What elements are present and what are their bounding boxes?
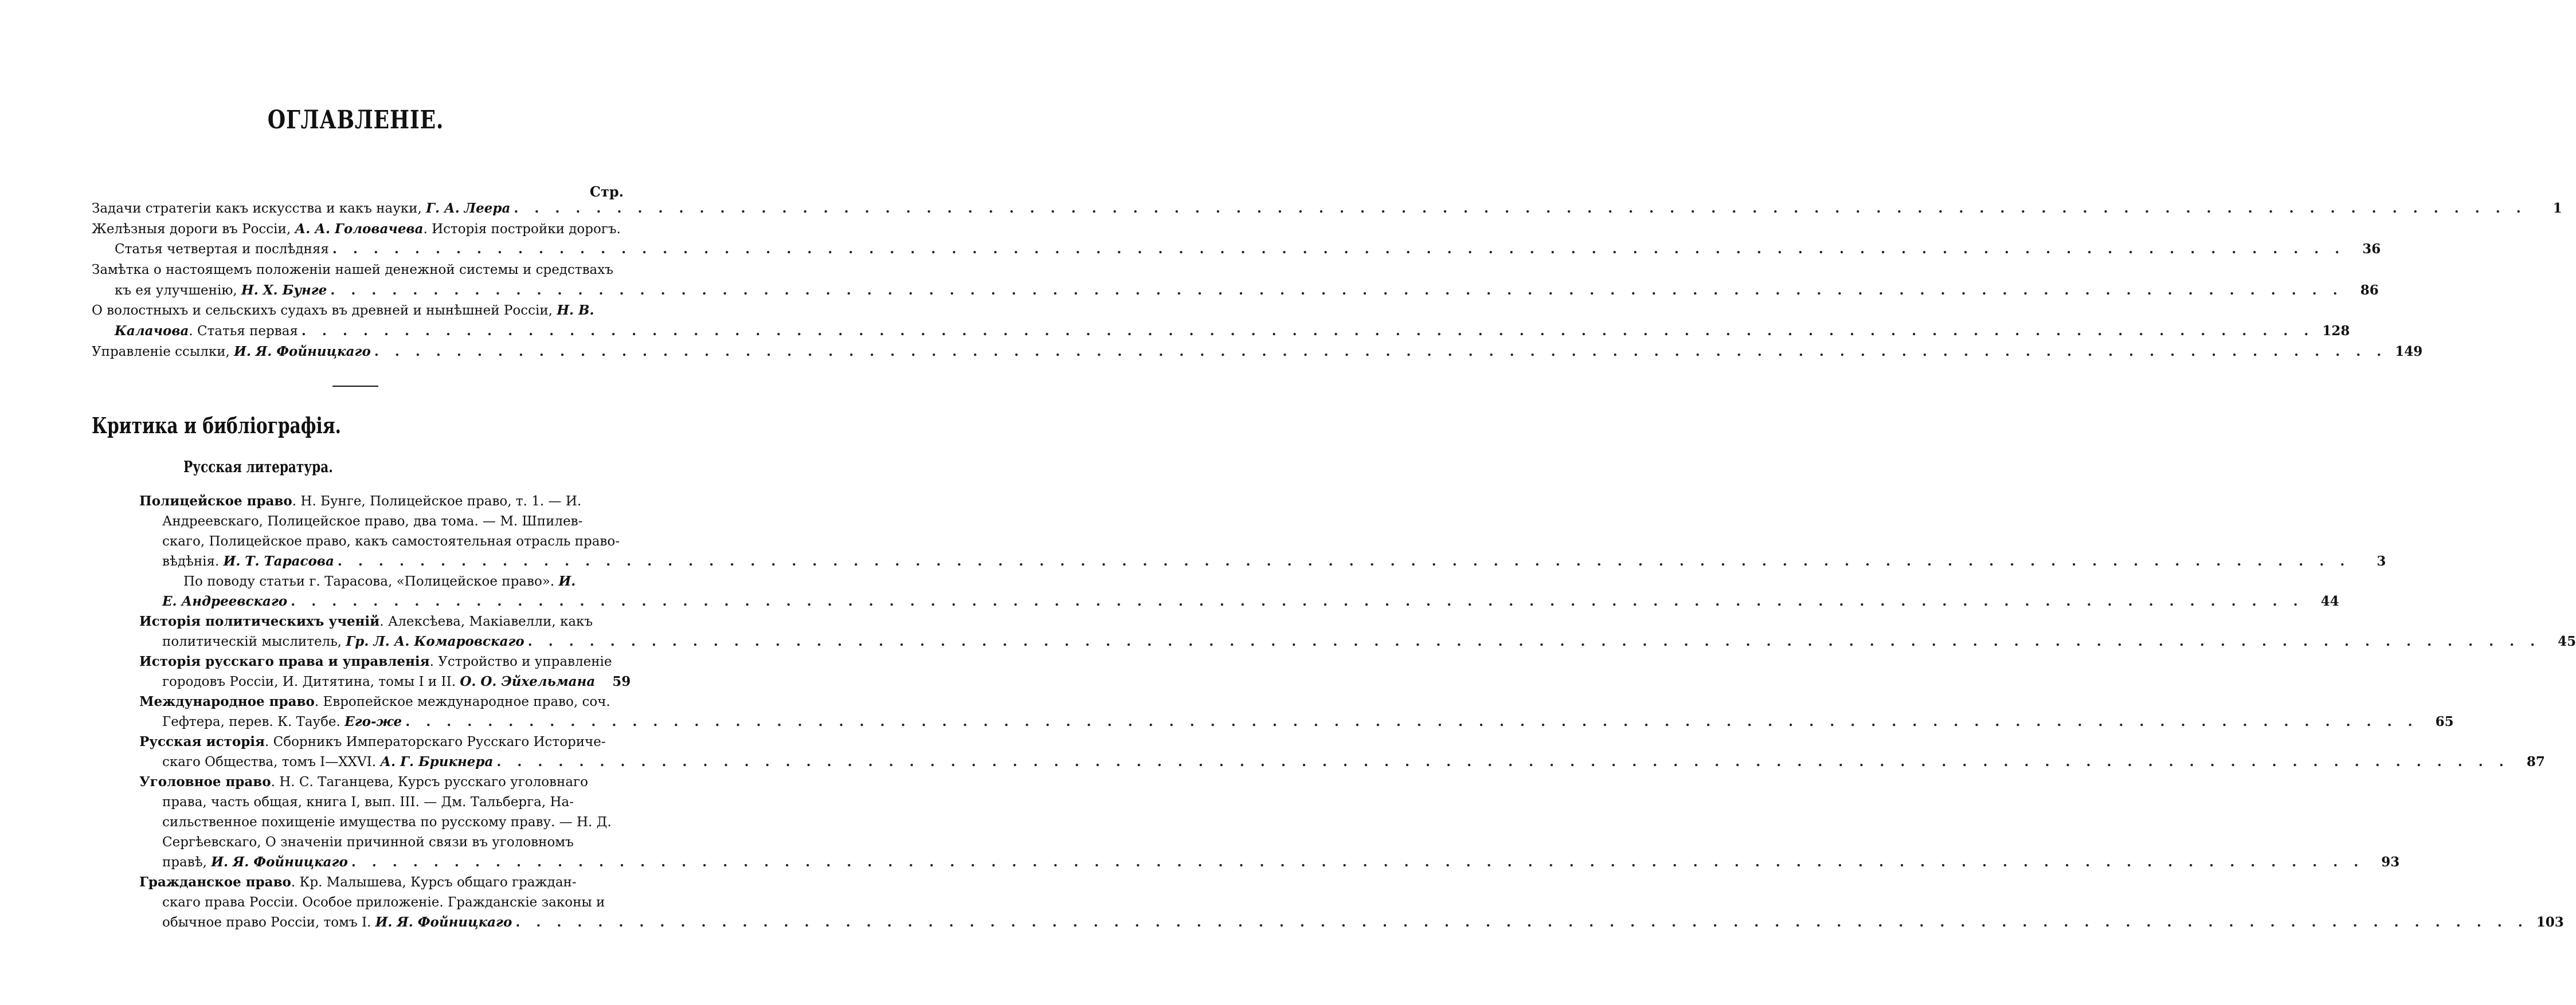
dot-leader [291,592,2303,611]
lit-line [162,752,2545,772]
lit-line [162,672,631,692]
toc-entry-title: О волостныхъ и сельскихъ судахъ въ древней и нынѣшней Россіи, [92,303,557,318]
lit-line [162,833,624,852]
lit-line [162,712,2454,732]
lit-page-number: 93 [2381,854,2400,870]
toc-entry-title: Статья четвертая и послѣдняя [115,242,329,257]
page-column-label: Стр. [589,183,624,200]
lit-line [139,652,624,672]
toc-entry-author: Калачова [115,323,189,339]
lit-line [162,913,2564,932]
lit-line [162,592,2339,611]
lit-author: И. Я. Фойницкаго [375,914,512,930]
dot-leader [405,712,2418,732]
lit-line [139,612,624,631]
lit-text: . Н. Бунге, Полицейское право, т. 1. — И. [292,494,582,509]
dot-leader [351,853,2364,872]
lit-text: . Сборникъ Императорскаго Русскаго Историче- [265,735,606,749]
lit-text: Сергѣевскаго, О значеніи причинной связи въ уголовномъ [162,835,574,850]
lit-line [183,572,624,591]
toc-line [115,321,2350,341]
toc-line [92,219,624,239]
lit-page-number: 45 [2558,634,2576,649]
toc-entry-title: Желѣзныя дороги въ Россіи, [92,222,295,237]
lit-author: Е. Андреевскаго [162,594,288,609]
lit-author: И. Я. Фойницкаго [211,854,348,870]
toc-entry-author: Н. Х. Бунге [241,282,327,298]
dot-leader [338,552,2350,571]
toc-page-number: 128 [2322,323,2350,339]
toc-entry-title: Замѣтка о настоящемъ положеніи нашей денежной системы и средствахъ [92,262,613,277]
lit-line [162,532,624,551]
lit-line [162,552,2386,571]
lit-author: Его-же [344,714,402,729]
toc-entry-author: Н. В. [557,303,594,318]
toc-line [92,301,624,320]
toc-line [92,342,2423,362]
dot-leader [514,199,2526,218]
toc-entry-author: И. Я. Фойницкаго [234,344,371,359]
dot-leader [528,632,2540,651]
lit-topic: Русская исторія [139,734,265,749]
dot-leader [496,752,2509,772]
lit-line [139,492,624,511]
lit-page-number: 3 [2377,553,2386,569]
lit-text: скаго Общества, томъ I—XXVI. [162,755,381,770]
lit-text: . Устройство и управленіе [429,654,612,669]
lit-page-number: 65 [2435,714,2454,729]
lit-page-number: 87 [2526,754,2545,770]
toc-entry-author: А. А. Головачева [295,221,424,237]
toc-page-number: 149 [2395,344,2423,359]
lit-line [162,853,2400,872]
lit-author: А. Г. Брикнера [380,754,494,770]
lit-topic: Международное право [139,694,315,709]
page-title: ОГЛАВЛЕНІЕ. [267,105,444,135]
lit-line [162,893,624,912]
lit-line [139,873,624,892]
lit-author: О. О. Эйхельмана [460,674,596,689]
lit-line [162,812,624,832]
lit-author: Гр. Л. А. Комаровскаго [346,634,524,649]
lit-line [162,632,2576,651]
lit-line [139,732,624,752]
lit-topic: Гражданское право [139,874,291,890]
dot-leader [302,321,2314,341]
lit-topic: Уголовное право [139,774,271,790]
toc-entry-subtitle: . Статья первая [189,324,298,339]
lit-text: Гефтера, перев. К. Таубе. [162,715,345,729]
lit-text: городовъ Россіи, И. Дитятина, томы I и II. [162,674,460,689]
subsection-heading: Русская литература. [183,458,333,476]
lit-line [162,512,624,531]
lit-line [162,792,624,812]
dot-leader [374,342,2387,362]
lit-text: вѣдѣнія. [162,554,224,569]
toc-line [92,199,2562,218]
toc-page-number: 36 [2362,241,2381,257]
section-divider [332,386,378,387]
lit-text: обычное право Россіи, томъ I. [162,915,375,930]
lit-page-number: 44 [2320,594,2339,609]
dot-leader [332,240,2345,259]
toc-line [92,260,624,280]
lit-text: Андреевскаго, Полицейское право, два тома. — М. Шпилев- [162,514,583,529]
lit-author: И. Т. Тарасова [223,553,334,569]
lit-text: политическій мыслитель, [162,634,346,649]
lit-page-number: 103 [2536,914,2564,930]
dot-leader [515,913,2528,932]
lit-text: скаго права Россіи. Особое приложеніе. Гражданскіе законы и [162,895,605,910]
lit-text: По поводу статьи г. Тарасова, «Полицейское право». [183,574,559,589]
lit-line [139,772,624,792]
lit-topic: Исторія политическихъ ученій [139,614,380,629]
lit-line [139,692,624,712]
lit-text: сильственное похищеніе имущества по русскому праву. — Н. Д. [162,815,612,830]
toc-entry-subtitle: . Исторія постройки дорогъ. [423,222,621,237]
lit-text: . Н. С. Таганцева, Курсъ русскаго уголовнаго [271,775,588,790]
lit-text: права, часть общая, книга I, вып. III. — Дм. Тальберга, На- [162,795,574,810]
lit-text: . Алексѣева, Макіавелли, какъ [379,614,593,629]
lit-topic: Исторія русскаго права и управленія [139,654,430,669]
toc-page-number: 86 [2360,282,2379,298]
toc-entry-title: Управленіе ссылки, [92,344,234,359]
lit-text: правѣ, [162,855,212,870]
lit-page-number: 59 [612,674,631,689]
lit-text: скаго, Полицейское право, какъ самостоятельная отрасль право- [162,534,620,549]
toc-line [115,281,2379,300]
toc-entry-author: Г. А. Леера [426,201,511,216]
toc-entry-title: Задачи стратегіи какъ искусства и какъ науки, [92,201,426,216]
section-heading: Критика и библіографія. [92,413,342,438]
lit-text: . Кр. Малышева, Курсъ общаго граждан- [291,875,577,890]
toc-line [115,240,2381,259]
toc-entry-title: къ ея улучшенію, [115,283,241,298]
toc-page-number: 1 [2552,201,2562,216]
lit-text: . Европейское международное право, соч. [314,694,610,709]
dot-leader [330,281,2343,300]
lit-author: И. [558,574,576,589]
lit-topic: Полицейское право [139,493,292,509]
